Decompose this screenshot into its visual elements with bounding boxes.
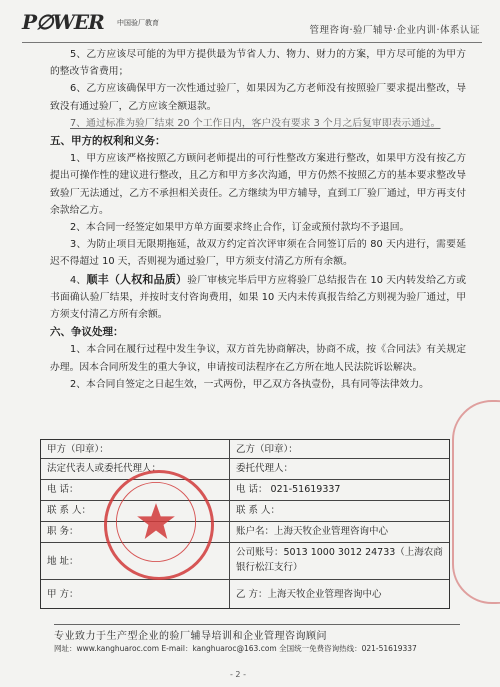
section-six-heading: 六、争议处理： [50,326,124,339]
footer-divider [54,624,460,625]
page-footer [54,624,460,654]
party-b-contact: 联 系 人： [236,505,281,516]
power-logo: P∅WER [22,10,104,34]
table-row [41,543,449,580]
star-seal-icon [107,473,205,571]
party-a-name: 甲 方： [41,580,230,608]
party-a-title: 职 务： [41,522,230,542]
clause-5-2: 2、本合同一经签定如果甲方单方面要求终止合作，订金或预付款均不予退回。 [70,222,410,234]
clause-4-7: 7、通过标准为验厂结束 20 个工作日内，客户没有要求 3 个月之后复审即表示通过。 [70,117,441,129]
table-row [41,459,449,480]
party-b-account-number: 公司账号：5013 1000 3012 24733（上海农商银行松江支行） [236,547,443,573]
party-b-representative: 委托代理人： [236,463,294,474]
page-header [22,10,482,40]
party-b-name: 乙 方：上海天牧企业管理咨询中心 [236,588,382,600]
table-row [41,501,449,522]
footer-slogan: 专业致力于生产型企业的验厂辅导培训和企业管理咨询顾问 [54,631,327,642]
logo-subtitle: 中国验厂教育 [117,19,159,27]
table-row [41,440,449,459]
party-a-address: 地 址： [41,543,230,579]
section-five-heading: 五、甲方的权利和义务： [50,135,166,148]
party-a-contact: 联 系 人： [41,501,230,521]
party-a-phone: 电 话： [41,480,230,500]
page-number: - 2 - [230,670,246,679]
party-b-phone: 电 话： 021-51619337 [236,484,341,495]
party-b-seal-label: 乙方（印章）： [236,444,298,455]
brand-label: 顺丰（人权和品质） [86,272,188,286]
clause-5-1: 1、甲方应该严格按照乙方顾问老师提出的可行性整改方案进行整改，如果甲方没有按乙方提出可操作性的建议进行整改，且乙方和甲方多次沟通，甲方仍然不按照乙方的基本要求整改导致验厂无法通过，乙方不承担相关责任。乙方继续为甲方辅导，直到工厂验厂通过，甲方再支付余款给乙方。 [50,153,466,216]
clause-4-5: 5、乙方应该尽可能的为甲方提供最为节省人力、物力、财力的方案，甲方尽可能的为甲方的整改节省费用； [50,49,466,78]
clause-4-6: 6、乙方应该确保甲方一次性通过验厂，如果因为乙方老师没有按照验厂要求提出整改，导致没有通过验厂，乙方应该全额退款。 [50,83,466,112]
red-company-seal [104,470,214,580]
footer-contact-line: 网址：www.kanghuaroc.com E-mail：kanghuaroc@163.com 全国统一免费咨询热线：021-51619337 [54,644,417,653]
contract-body [50,46,466,393]
signature-table [40,439,450,609]
clause-5-4: 4、顺丰（人权和品质）验厂审核完毕后甲方应将验厂总结报告在 10 天内转发给乙方或书面确认验厂结果，并按时支付咨询费用，如果 10 天内未传真报告给乙方则视为验厂通过，甲方须支付清乙方所有余额。 [50,272,467,321]
table-row [41,580,449,608]
header-tagline: 管理咨询·验厂辅导·企业内训·体系认证 [309,25,480,36]
party-a-representative: 法定代表人或委托代理人： [41,459,230,479]
clause-6-1: 1、本合同在履行过程中发生争议，双方首先协商解决，协商不成，按《合同法》有关规定办理。因本合同所发生的重大争议，申请按司法程序在乙方所在地人民法院诉讼解决。 [50,344,466,373]
clause-5-3: 3、为防止项目无限期拖延，故双方约定首次评审须在合同签订后的 80 天内进行，需要延迟不得超过 10 天，否则视为通过验厂，甲方须支付清乙方所有余额。 [50,239,466,268]
party-a-seal-label: 甲方（印章）： [41,440,230,458]
party-b-account-name: 账户名：上海天牧企业管理咨询中心 [236,526,389,537]
header-divider [22,42,482,43]
table-row [41,480,449,501]
table-row [41,522,449,543]
clause-6-2: 2、本合同自签定之日起生效，一式两份，甲乙双方各执壹份，具有同等法律效力。 [70,378,429,390]
partial-seal-right-edge [452,400,500,604]
